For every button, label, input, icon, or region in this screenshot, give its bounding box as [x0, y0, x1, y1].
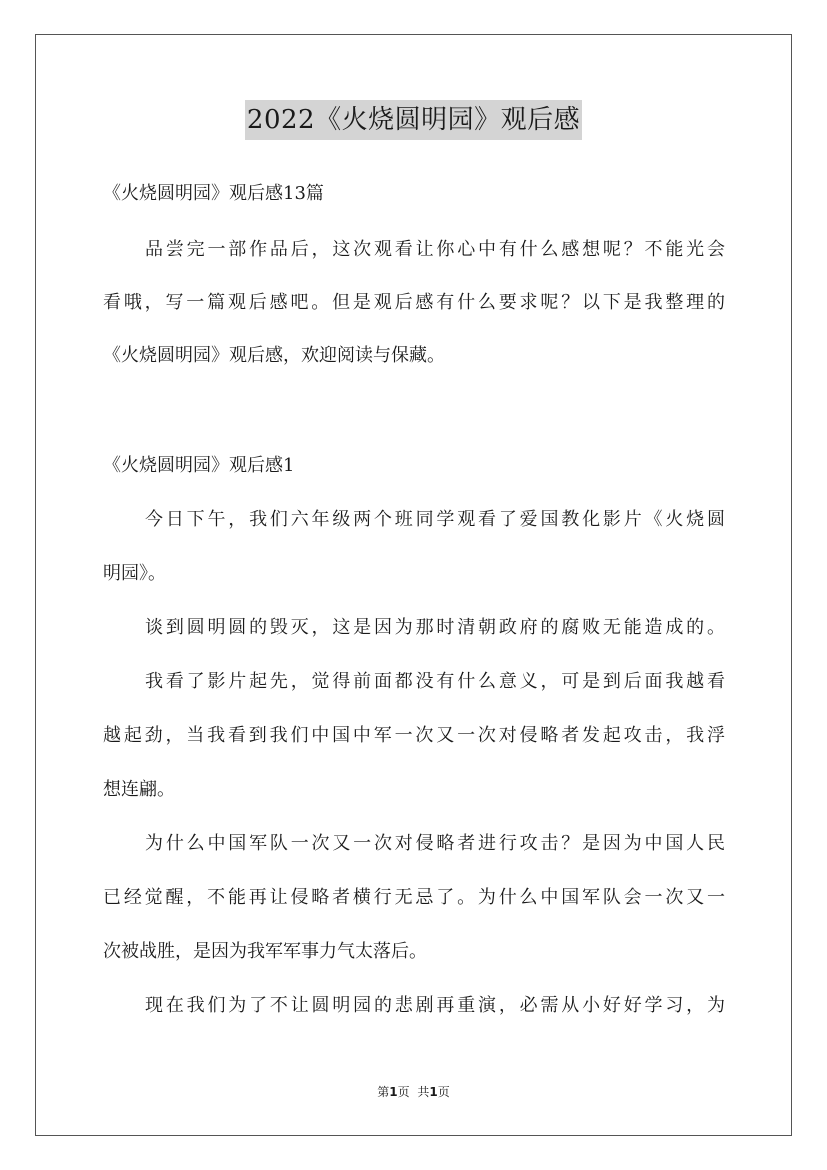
- paragraph-line: 次被战胜，是因为我军军事力气太落后。: [103, 941, 427, 962]
- page-footer: [0, 1084, 827, 1100]
- footer-page-number: 1: [389, 1085, 398, 1099]
- section-heading: 《火烧圆明园》观后感1: [103, 455, 295, 476]
- paragraph-line: 为什么中国军队一次又一次对侵略者进行攻击？是因为中国人民: [145, 833, 725, 854]
- paragraph-line: 已经觉醒，不能再让侵略者横行无忌了。为什么中国军队会一次又一: [103, 887, 725, 908]
- footer-page-suffix: 页: [397, 1085, 410, 1099]
- document-title: 2022《火烧圆明园》观后感: [245, 100, 582, 140]
- paragraph-line: 越起劲，当我看到我们中国中军一次又一次对侵略者发起攻击，我浮: [103, 725, 725, 746]
- paragraph-line: 今日下午，我们六年级两个班同学观看了爱国教化影片《火烧圆: [145, 509, 725, 530]
- paragraph-line: 谈到圆明圆的毁灭，这是因为那时清朝政府的腐败无能造成的。: [145, 617, 725, 638]
- intro-line-1: 品尝完一部作品后，这次观看让你心中有什么感想呢？不能光会: [145, 239, 725, 260]
- subtitle: 《火烧圆明园》观后感13篇: [103, 183, 324, 204]
- paragraph-line: 明园》。: [103, 563, 166, 584]
- intro-line-3: 《火烧圆明园》观后感，欢迎阅读与保藏。: [103, 345, 445, 366]
- paragraph-line: 我看了影片起先，觉得前面都没有什么意义，可是到后面我越看: [145, 671, 725, 692]
- title-block: [0, 100, 827, 140]
- footer-total-pages: 1: [429, 1085, 438, 1099]
- paragraph-line: 想连翩。: [103, 779, 175, 800]
- footer-prefix: 第: [377, 1085, 390, 1099]
- footer-total-prefix: 共: [417, 1085, 430, 1099]
- intro-line-2: 看哦，写一篇观后感吧。但是观后感有什么要求呢？以下是我整理的: [103, 292, 725, 313]
- footer-total-suffix: 页: [437, 1085, 450, 1099]
- paragraph-line: 现在我们为了不让圆明园的悲剧再重演，必需从小好好学习，为: [145, 995, 725, 1016]
